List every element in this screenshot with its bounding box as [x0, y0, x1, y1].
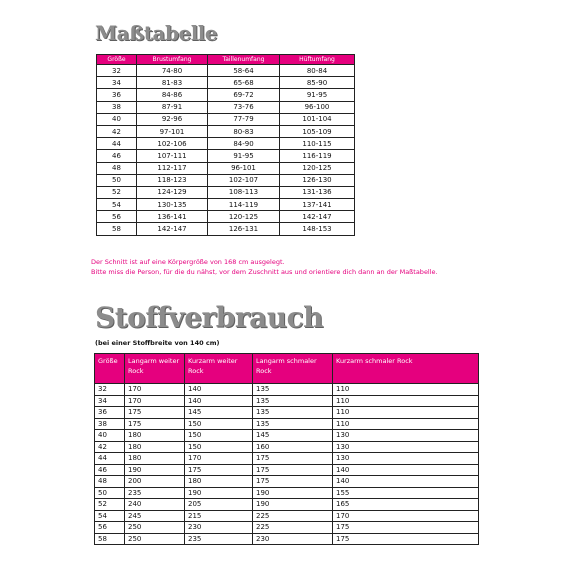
- fabric-row: [95, 430, 479, 442]
- size-chart-cell: 118-123: [137, 174, 208, 186]
- size-chart-row: [97, 101, 355, 113]
- size-chart-row: [97, 211, 355, 223]
- fabric-row: [95, 476, 479, 488]
- fabric-cell: 180: [125, 430, 185, 442]
- size-chart-cell: 56: [97, 211, 137, 223]
- size-chart-cell: 97-101: [137, 125, 208, 137]
- fabric-cell: 175: [125, 418, 185, 430]
- fabric-cell: 130: [333, 441, 479, 453]
- size-chart-cell: 81-83: [137, 77, 208, 89]
- fabric-cell: 170: [333, 510, 479, 522]
- fabric-cell: 190: [185, 487, 253, 499]
- fabric-cell: 235: [125, 487, 185, 499]
- fabric-cell: 180: [125, 441, 185, 453]
- size-chart-cell: 69-72: [208, 89, 280, 101]
- size-chart-cell: 107-111: [137, 150, 208, 162]
- size-chart-cell: 34: [97, 77, 137, 89]
- fabric-cell: 160: [253, 441, 333, 453]
- size-chart-cell: 137-141: [280, 199, 355, 211]
- size-chart-row: [97, 77, 355, 89]
- size-chart-cell: 96-101: [208, 162, 280, 174]
- size-chart-cell: 32: [97, 65, 137, 77]
- fabric-cell: 56: [95, 522, 125, 534]
- fabric-cell: 140: [185, 395, 253, 407]
- fabric-row: [95, 441, 479, 453]
- fabric-cell: 190: [125, 464, 185, 476]
- size-chart-cell: 36: [97, 89, 137, 101]
- size-chart-cell: 102-107: [208, 174, 280, 186]
- fabric-cell: 130: [333, 453, 479, 465]
- fabric-row: [95, 407, 479, 419]
- fabric-cell: 175: [333, 522, 479, 534]
- size-chart-row: [97, 125, 355, 137]
- fabric-cell: 200: [125, 476, 185, 488]
- fabric-header-cell: Kurzarm weiter Rock: [185, 354, 253, 384]
- body-height-note: Der Schnitt ist auf eine Körpergröße von 168 cm ausgelegt.: [91, 258, 285, 266]
- size-chart-cell: 126-130: [280, 174, 355, 186]
- size-chart-cell: 48: [97, 162, 137, 174]
- fabric-cell: 205: [185, 499, 253, 511]
- size-chart-cell: 114-119: [208, 199, 280, 211]
- fabric-cell: 175: [125, 407, 185, 419]
- fabric-cell: 34: [95, 395, 125, 407]
- size-chart-cell: 80-84: [280, 65, 355, 77]
- fabric-cell: 245: [125, 510, 185, 522]
- size-chart-row: [97, 174, 355, 186]
- size-chart-cell: 54: [97, 199, 137, 211]
- fabric-row: [95, 499, 479, 511]
- fabric-cell: 155: [333, 487, 479, 499]
- fabric-consumption-table: [94, 353, 479, 545]
- fabric-cell: 150: [185, 430, 253, 442]
- size-chart-cell: 124-129: [137, 186, 208, 198]
- fabric-cell: 135: [253, 418, 333, 430]
- fabric-cell: 110: [333, 384, 479, 396]
- fabric-cell: 225: [253, 522, 333, 534]
- size-chart-cell: 126-131: [208, 223, 280, 235]
- fabric-cell: 230: [253, 533, 333, 545]
- size-chart-header-row: [97, 55, 355, 65]
- fabric-cell: 235: [185, 533, 253, 545]
- size-chart-cell: 131-136: [280, 186, 355, 198]
- size-chart-cell: 136-141: [137, 211, 208, 223]
- size-chart-table: [96, 54, 355, 236]
- size-chart-cell: 142-147: [137, 223, 208, 235]
- size-chart-cell: 92-96: [137, 113, 208, 125]
- fabric-cell: 180: [125, 453, 185, 465]
- size-chart-cell: 44: [97, 138, 137, 150]
- size-chart-cell: 110-115: [280, 138, 355, 150]
- fabric-row: [95, 522, 479, 534]
- size-chart-body: [97, 65, 355, 236]
- size-chart-header-cell: Hüftumfang: [280, 55, 355, 65]
- fabric-cell: 54: [95, 510, 125, 522]
- size-chart-row: [97, 150, 355, 162]
- fabric-width-subtitle: (bei einer Stoffbreite von 140 cm): [95, 339, 220, 347]
- fabric-row: [95, 395, 479, 407]
- size-chart-row: [97, 89, 355, 101]
- measuring-note: Bitte miss die Person, für die du nähst, vor dem Zuschnitt aus und orientiere dich dann an der Maßtabelle.: [91, 268, 438, 276]
- fabric-cell: 190: [253, 487, 333, 499]
- size-chart-header-cell: Brustumfang: [137, 55, 208, 65]
- fabric-cell: 175: [333, 533, 479, 545]
- fabric-cell: 135: [253, 407, 333, 419]
- size-chart-cell: 96-100: [280, 101, 355, 113]
- size-chart-row: [97, 138, 355, 150]
- size-chart-cell: 112-117: [137, 162, 208, 174]
- size-chart-cell: 101-104: [280, 113, 355, 125]
- fabric-cell: 175: [253, 453, 333, 465]
- fabric-cell: 42: [95, 441, 125, 453]
- fabric-cell: 170: [125, 384, 185, 396]
- fabric-cell: 58: [95, 533, 125, 545]
- fabric-row: [95, 533, 479, 545]
- fabric-header-cell: Langarm weiter Rock: [125, 354, 185, 384]
- size-chart-row: [97, 223, 355, 235]
- fabric-cell: 32: [95, 384, 125, 396]
- size-chart-cell: 130-135: [137, 199, 208, 211]
- size-chart-cell: 91-95: [208, 150, 280, 162]
- fabric-cell: 190: [253, 499, 333, 511]
- fabric-cell: 135: [253, 384, 333, 396]
- size-chart-header-cell: Taillenumfang: [208, 55, 280, 65]
- fabric-cell: 175: [253, 476, 333, 488]
- size-chart-cell: 38: [97, 101, 137, 113]
- fabric-body: [95, 384, 479, 545]
- fabric-cell: 38: [95, 418, 125, 430]
- size-chart-cell: 42: [97, 125, 137, 137]
- fabric-cell: 135: [253, 395, 333, 407]
- size-chart-cell: 116-119: [280, 150, 355, 162]
- fabric-cell: 110: [333, 418, 479, 430]
- fabric-cell: 225: [253, 510, 333, 522]
- size-chart-cell: 120-125: [208, 211, 280, 223]
- fabric-row: [95, 464, 479, 476]
- size-chart-cell: 148-153: [280, 223, 355, 235]
- fabric-cell: 52: [95, 499, 125, 511]
- fabric-cell: 110: [333, 395, 479, 407]
- size-chart-cell: 52: [97, 186, 137, 198]
- size-chart-row: [97, 162, 355, 174]
- fabric-cell: 230: [185, 522, 253, 534]
- size-chart-cell: 73-76: [208, 101, 280, 113]
- fabric-cell: 150: [185, 441, 253, 453]
- fabric-cell: 145: [253, 430, 333, 442]
- fabric-cell: 140: [185, 384, 253, 396]
- fabric-cell: 170: [185, 453, 253, 465]
- size-chart-cell: 142-147: [280, 211, 355, 223]
- fabric-cell: 145: [185, 407, 253, 419]
- size-chart-cell: 50: [97, 174, 137, 186]
- fabric-cell: 175: [253, 464, 333, 476]
- fabric-cell: 240: [125, 499, 185, 511]
- fabric-cell: 175: [185, 464, 253, 476]
- fabric-header-cell: Langarm schmaler Rock: [253, 354, 333, 384]
- size-chart-cell: 46: [97, 150, 137, 162]
- fabric-cell: 140: [333, 464, 479, 476]
- fabric-header-cell: Kurzarm schmaler Rock: [333, 354, 479, 384]
- fabric-row: [95, 453, 479, 465]
- size-chart-header-cell: Größe: [97, 55, 137, 65]
- size-chart-cell: 40: [97, 113, 137, 125]
- fabric-header-cell: Größe: [95, 354, 125, 384]
- fabric-cell: 36: [95, 407, 125, 419]
- fabric-cell: 44: [95, 453, 125, 465]
- size-chart-cell: 84-90: [208, 138, 280, 150]
- size-chart-cell: 102-106: [137, 138, 208, 150]
- fabric-cell: 250: [125, 533, 185, 545]
- size-chart-cell: 58-64: [208, 65, 280, 77]
- size-chart-cell: 84-86: [137, 89, 208, 101]
- size-chart-row: [97, 65, 355, 77]
- fabric-cell: 40: [95, 430, 125, 442]
- fabric-cell: 165: [333, 499, 479, 511]
- size-chart-cell: 77-79: [208, 113, 280, 125]
- fabric-cell: 215: [185, 510, 253, 522]
- fabric-row: [95, 418, 479, 430]
- fabric-cell: 50: [95, 487, 125, 499]
- size-chart-cell: 105-109: [280, 125, 355, 137]
- size-chart-row: [97, 199, 355, 211]
- size-chart-cell: 65-68: [208, 77, 280, 89]
- size-chart-cell: 91-95: [280, 89, 355, 101]
- size-chart-title: Maßtabelle: [95, 21, 218, 45]
- fabric-header-row: [95, 354, 479, 384]
- fabric-row: [95, 510, 479, 522]
- size-chart-cell: 58: [97, 223, 137, 235]
- fabric-consumption-title: Stoffverbrauch: [95, 301, 323, 334]
- fabric-cell: 150: [185, 418, 253, 430]
- fabric-cell: 130: [333, 430, 479, 442]
- size-chart-row: [97, 186, 355, 198]
- fabric-row: [95, 384, 479, 396]
- size-chart-cell: 108-113: [208, 186, 280, 198]
- fabric-cell: 46: [95, 464, 125, 476]
- size-chart-cell: 87-91: [137, 101, 208, 113]
- fabric-row: [95, 487, 479, 499]
- fabric-cell: 140: [333, 476, 479, 488]
- fabric-cell: 170: [125, 395, 185, 407]
- size-chart-cell: 80-83: [208, 125, 280, 137]
- size-chart-cell: 85-90: [280, 77, 355, 89]
- size-chart-cell: 120-125: [280, 162, 355, 174]
- fabric-cell: 110: [333, 407, 479, 419]
- fabric-cell: 250: [125, 522, 185, 534]
- size-chart-cell: 74-80: [137, 65, 208, 77]
- fabric-cell: 48: [95, 476, 125, 488]
- fabric-cell: 180: [185, 476, 253, 488]
- size-chart-row: [97, 113, 355, 125]
